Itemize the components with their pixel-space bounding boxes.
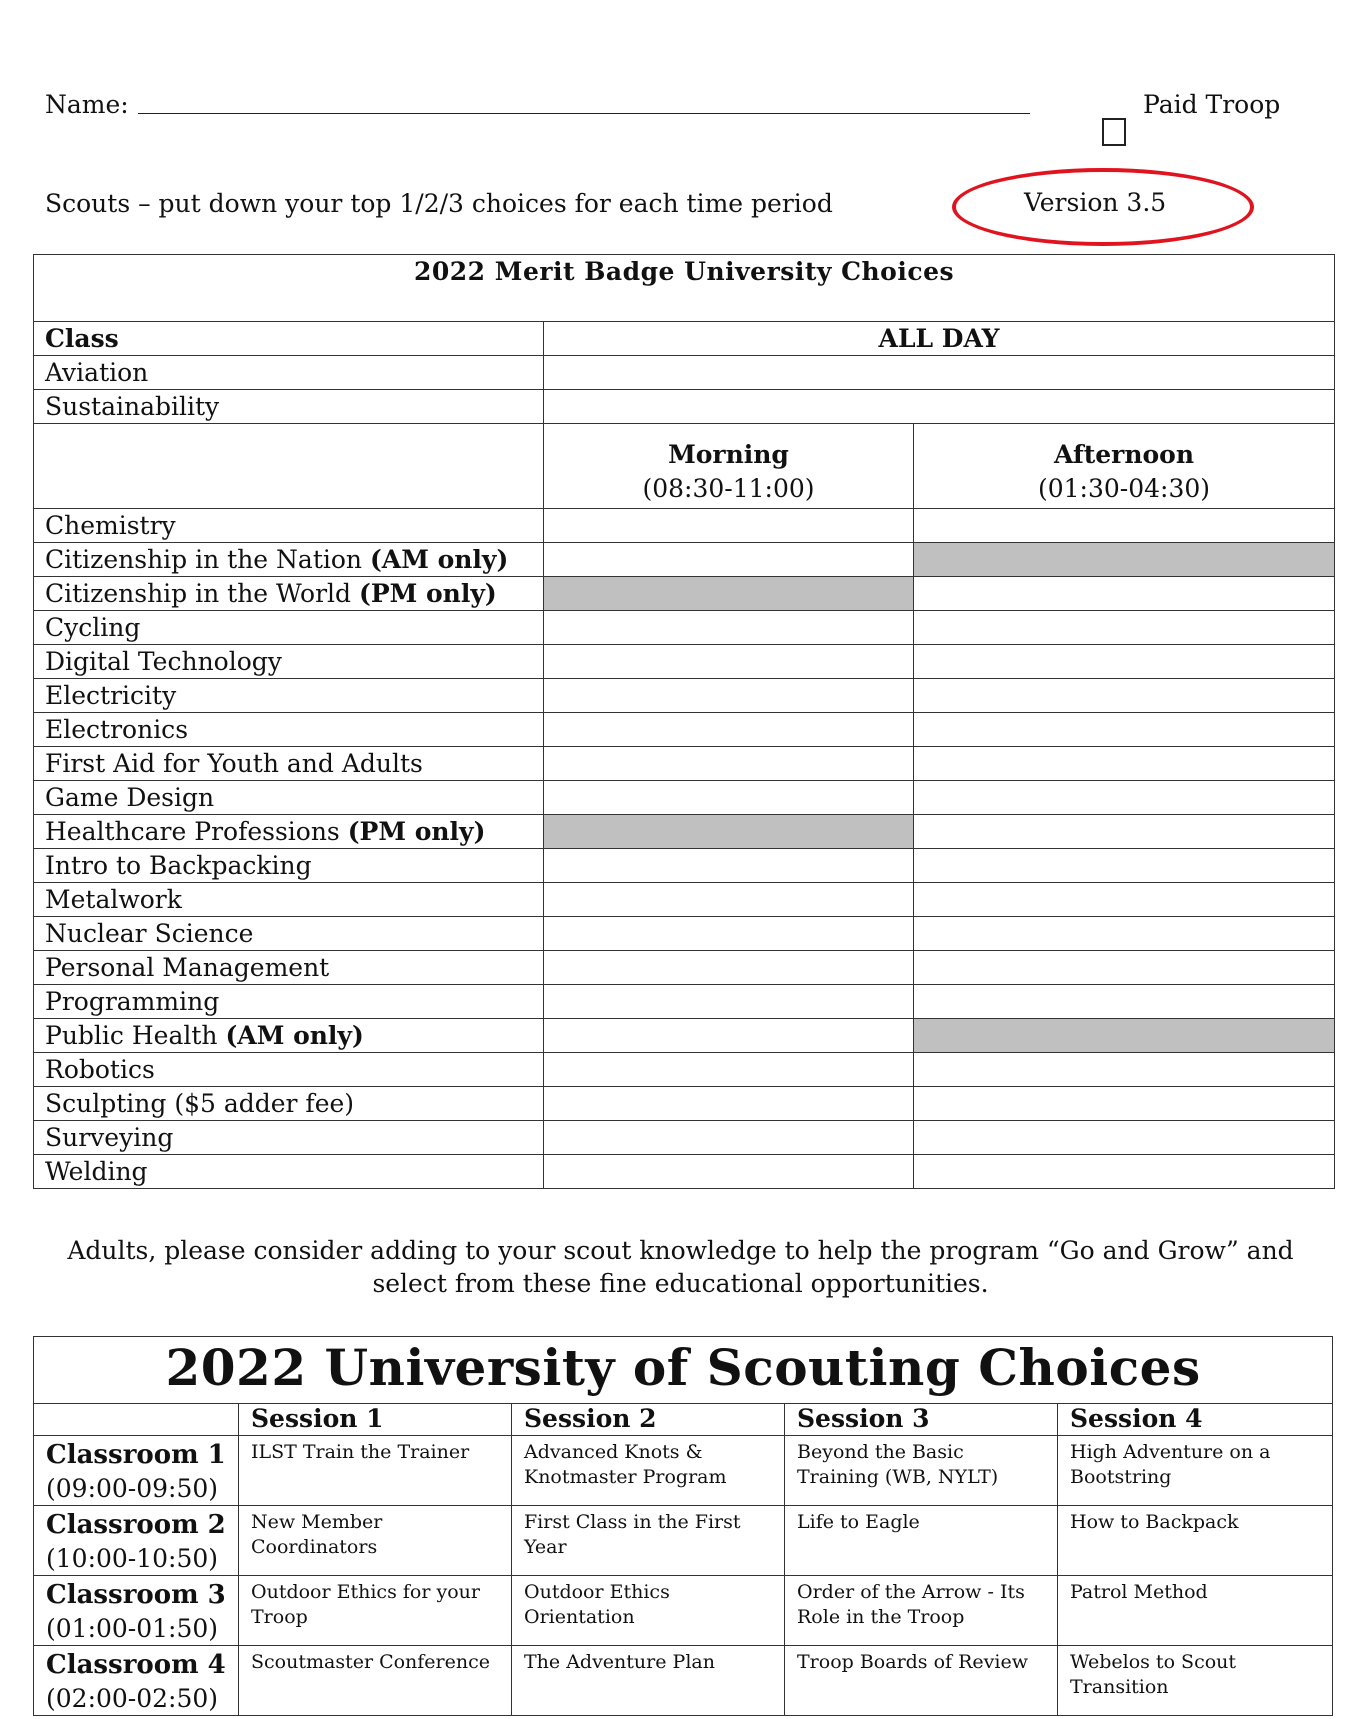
class-name-cell	[34, 781, 544, 815]
classroom-cell	[34, 1646, 239, 1716]
class-name-cell	[34, 815, 544, 849]
afternoon-choice-cell[interactable]	[914, 849, 1335, 883]
morning-choice-cell[interactable]	[544, 1087, 914, 1121]
afternoon-choice-cell[interactable]	[914, 1087, 1335, 1121]
class-name: Welding	[45, 1157, 148, 1186]
class-name: Personal Management	[45, 953, 330, 982]
morning-choice-cell	[544, 815, 914, 849]
class-name-cell	[34, 1121, 544, 1155]
blank-cell	[34, 424, 544, 509]
morning-header	[544, 424, 914, 509]
morning-choice-cell[interactable]	[544, 1053, 914, 1087]
class-name-cell	[34, 1053, 544, 1087]
class-note: (AM only)	[369, 545, 509, 574]
classroom-cell	[34, 1576, 239, 1646]
instructions-text: Scouts – put down your top 1/2/3 choices for each time period	[45, 189, 833, 218]
morning-choice-cell[interactable]	[544, 985, 914, 1019]
course-cell[interactable]: First Class in the First Year	[512, 1506, 785, 1576]
class-name: Metalwork	[45, 885, 182, 914]
class-row	[34, 1019, 1335, 1053]
afternoon-choice-cell[interactable]	[914, 509, 1335, 543]
classroom-cell	[34, 1436, 239, 1506]
class-name: Surveying	[45, 1123, 174, 1152]
course-cell[interactable]: ILST Train the Trainer	[239, 1436, 512, 1506]
class-name: Intro to Backpacking	[45, 851, 312, 880]
classroom-row	[34, 1506, 1333, 1576]
afternoon-label: Afternoon	[1053, 440, 1195, 469]
afternoon-time: (01:30-04:30)	[1037, 474, 1211, 503]
course-cell[interactable]: Order of the Arrow - Its Role in the Troop	[785, 1576, 1058, 1646]
class-row	[34, 951, 1335, 985]
merit-badge-table	[33, 254, 1335, 1189]
class-row	[34, 883, 1335, 917]
name-label: Name:	[45, 90, 129, 119]
university-table	[33, 1336, 1333, 1716]
course-cell[interactable]: The Adventure Plan	[512, 1646, 785, 1716]
classroom-time: (09:00-09:50)	[46, 1474, 219, 1503]
class-row	[34, 611, 1335, 645]
class-name: Cycling	[45, 613, 141, 642]
course-cell[interactable]: Advanced Knots & Knotmaster Program	[512, 1436, 785, 1506]
afternoon-choice-cell[interactable]	[914, 951, 1335, 985]
class-name: Aviation	[34, 356, 544, 390]
class-row	[34, 1155, 1335, 1189]
session-header: Session 2	[512, 1404, 785, 1436]
morning-choice-cell[interactable]	[544, 543, 914, 577]
class-name-cell	[34, 849, 544, 883]
adult-note: Adults, please consider adding to your scout knowledge to help the program “Go and Grow” and select from these fine educational opportunities.	[67, 1236, 1294, 1298]
afternoon-header	[914, 424, 1335, 509]
classroom-time: (10:00-10:50)	[46, 1544, 219, 1573]
afternoon-choice-cell[interactable]	[914, 747, 1335, 781]
afternoon-choice-cell[interactable]	[914, 645, 1335, 679]
class-row	[34, 815, 1335, 849]
course-cell[interactable]: High Adventure on a Bootstring	[1058, 1436, 1333, 1506]
morning-choice-cell[interactable]	[544, 1121, 914, 1155]
class-name-cell	[34, 645, 544, 679]
afternoon-choice-cell[interactable]	[914, 985, 1335, 1019]
afternoon-choice-cell[interactable]	[914, 917, 1335, 951]
class-header: Class	[34, 322, 544, 356]
class-row	[34, 713, 1335, 747]
session-header: Session 1	[239, 1404, 512, 1436]
choice-cell[interactable]	[544, 390, 1335, 424]
afternoon-choice-cell	[914, 543, 1335, 577]
course-cell[interactable]: How to Backpack	[1058, 1506, 1333, 1576]
course-cell[interactable]: Life to Eagle	[785, 1506, 1058, 1576]
class-name: Chemistry	[45, 511, 176, 540]
morning-choice-cell[interactable]	[544, 509, 914, 543]
class-name: Electricity	[45, 681, 177, 710]
classroom-name: Classroom 2	[46, 1510, 226, 1540]
afternoon-choice-cell	[914, 1019, 1335, 1053]
morning-choice-cell[interactable]	[544, 747, 914, 781]
class-row	[34, 781, 1335, 815]
class-row	[34, 679, 1335, 713]
class-name-cell	[34, 1019, 544, 1053]
class-name-cell	[34, 577, 544, 611]
class-name-cell	[34, 883, 544, 917]
class-name: Programming	[45, 987, 220, 1016]
class-name: Citizenship in the Nation	[45, 545, 370, 574]
morning-choice-cell[interactable]	[544, 781, 914, 815]
afternoon-choice-cell[interactable]	[914, 577, 1335, 611]
class-row	[34, 747, 1335, 781]
class-name-cell	[34, 985, 544, 1019]
course-cell[interactable]: Beyond the Basic Training (WB, NYLT)	[785, 1436, 1058, 1506]
course-cell[interactable]: Troop Boards of Review	[785, 1646, 1058, 1716]
class-row	[34, 849, 1335, 883]
paid-checkbox[interactable]	[1102, 118, 1126, 146]
morning-choice-cell[interactable]	[544, 883, 914, 917]
morning-choice-cell[interactable]	[544, 645, 914, 679]
class-row	[34, 1087, 1335, 1121]
classroom-name: Classroom 3	[46, 1580, 226, 1610]
merit-badge-title: 2022 Merit Badge University Choices	[34, 255, 1335, 322]
class-name: Citizenship in the World	[45, 579, 359, 608]
choice-cell[interactable]	[544, 356, 1335, 390]
classroom-row	[34, 1576, 1333, 1646]
morning-choice-cell[interactable]	[544, 951, 914, 985]
session-header: Session 3	[785, 1404, 1058, 1436]
class-name: Nuclear Science	[45, 919, 254, 948]
classroom-row	[34, 1646, 1333, 1716]
course-cell[interactable]: Scoutmaster Conference	[239, 1646, 512, 1716]
class-name-cell	[34, 1087, 544, 1121]
morning-time: (08:30-11:00)	[642, 474, 815, 503]
class-name-cell	[34, 713, 544, 747]
class-row	[34, 543, 1335, 577]
class-name: Digital Technology	[45, 647, 282, 676]
course-cell[interactable]: Outdoor Ethics Orientation	[512, 1576, 785, 1646]
afternoon-choice-cell[interactable]	[914, 1155, 1335, 1189]
class-name-cell	[34, 917, 544, 951]
morning-choice-cell[interactable]	[544, 1019, 914, 1053]
afternoon-choice-cell[interactable]	[914, 781, 1335, 815]
class-row	[34, 985, 1335, 1019]
paid-troop-label: Paid Troop	[1143, 90, 1281, 119]
afternoon-choice-cell[interactable]	[914, 1053, 1335, 1087]
class-name-cell	[34, 1155, 544, 1189]
morning-label: Morning	[668, 440, 789, 469]
name-input-line[interactable]	[138, 113, 1030, 114]
class-name-cell	[34, 509, 544, 543]
afternoon-choice-cell[interactable]	[914, 1121, 1335, 1155]
blank-cell	[34, 1404, 239, 1436]
class-name-cell	[34, 611, 544, 645]
morning-choice-cell[interactable]	[544, 917, 914, 951]
class-name: Electronics	[45, 715, 189, 744]
morning-choice-cell[interactable]	[544, 679, 914, 713]
class-name-cell	[34, 679, 544, 713]
course-cell[interactable]: Outdoor Ethics for your Troop	[239, 1576, 512, 1646]
class-name: Game Design	[45, 783, 215, 812]
all-day-header: ALL DAY	[544, 322, 1335, 356]
class-name-cell	[34, 747, 544, 781]
class-row	[34, 577, 1335, 611]
morning-choice-cell	[544, 577, 914, 611]
course-cell[interactable]: Patrol Method	[1058, 1576, 1333, 1646]
class-name: Public Health	[45, 1021, 226, 1050]
morning-choice-cell[interactable]	[544, 849, 914, 883]
classroom-row	[34, 1436, 1333, 1506]
classroom-cell	[34, 1506, 239, 1576]
class-note: (AM only)	[225, 1021, 364, 1050]
morning-choice-cell[interactable]	[544, 713, 914, 747]
class-name: Sculpting ($5 adder fee)	[45, 1089, 355, 1118]
class-row	[34, 1121, 1335, 1155]
class-row	[34, 1053, 1335, 1087]
class-row	[34, 645, 1335, 679]
class-name: Sustainability	[34, 390, 544, 424]
classroom-name: Classroom 4	[46, 1650, 226, 1680]
course-cell[interactable]: New Member Coordinators	[239, 1506, 512, 1576]
class-name-cell	[34, 543, 544, 577]
class-row	[34, 509, 1335, 543]
afternoon-choice-cell[interactable]	[914, 611, 1335, 645]
class-note: (PM only)	[359, 579, 497, 608]
class-name: First Aid for Youth and Adults	[45, 749, 423, 778]
classroom-name: Classroom 1	[46, 1440, 226, 1470]
university-title: 2022 University of Scouting Choices	[34, 1337, 1333, 1404]
version-label: Version 3.5	[1024, 188, 1167, 217]
classroom-time: (02:00-02:50)	[46, 1684, 219, 1713]
class-name-cell	[34, 951, 544, 985]
session-header: Session 4	[1058, 1404, 1333, 1436]
class-name: Robotics	[45, 1055, 155, 1084]
course-cell[interactable]: Webelos to Scout Transition	[1058, 1646, 1333, 1716]
morning-choice-cell[interactable]	[544, 611, 914, 645]
class-name: Healthcare Professions	[45, 817, 348, 846]
afternoon-choice-cell[interactable]	[914, 713, 1335, 747]
afternoon-choice-cell[interactable]	[914, 883, 1335, 917]
morning-choice-cell[interactable]	[544, 1155, 914, 1189]
class-note: (PM only)	[347, 817, 486, 846]
classroom-time: (01:00-01:50)	[46, 1614, 219, 1643]
afternoon-choice-cell[interactable]	[914, 679, 1335, 713]
afternoon-choice-cell[interactable]	[914, 815, 1335, 849]
class-row	[34, 917, 1335, 951]
